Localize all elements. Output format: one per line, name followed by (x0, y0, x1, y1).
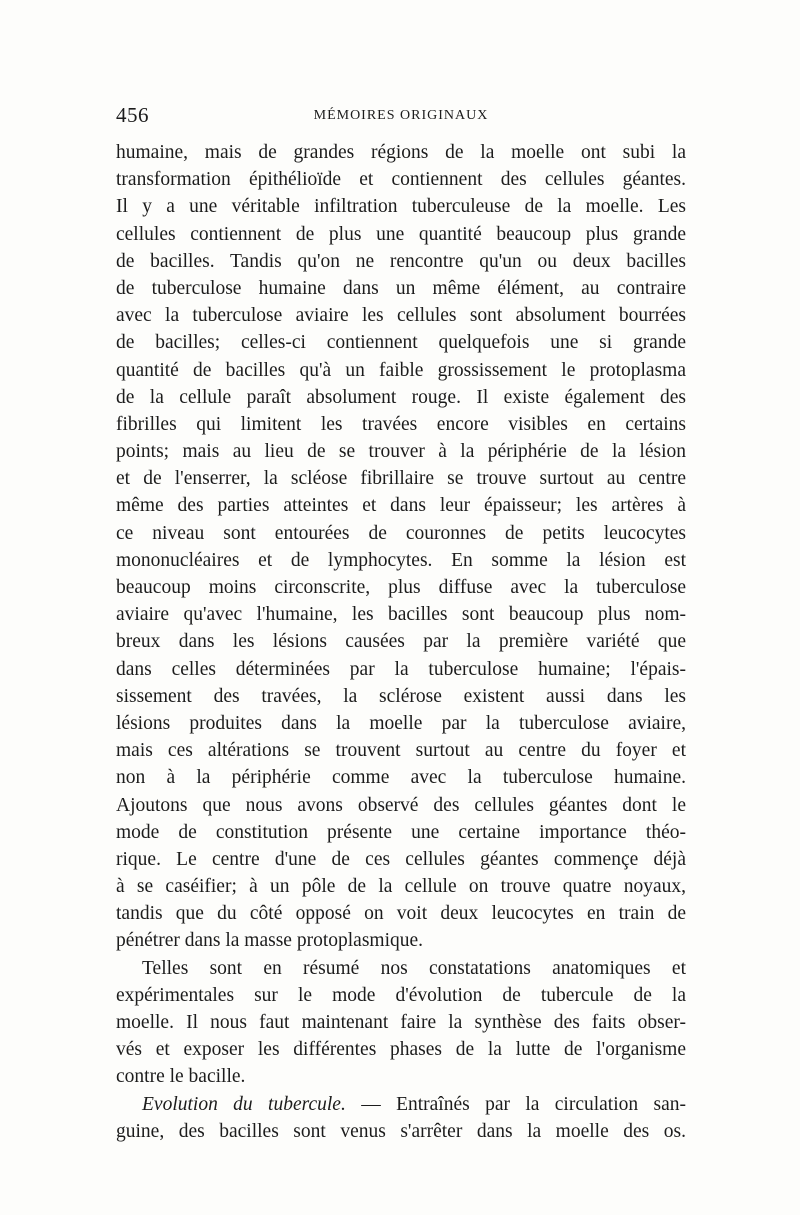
text-line: mais ces altérations se trouvent surtout au centre du foyer et (116, 740, 686, 762)
section-heading-italic: Evolution du tubercule. (142, 1093, 346, 1115)
text-line: Il y a une véritable infiltration tuberculeuse de la moelle. Les (116, 196, 686, 218)
text-line: cellules contiennent de plus une quantité beaucoup plus grande (116, 223, 686, 245)
text-line: pénétrer dans la masse protoplasmique. (116, 930, 424, 952)
text-line: non à la périphérie comme avec la tuberculose humaine. (116, 767, 686, 789)
text-line: et de l'enserrer, la scléose fibrillaire se trouve surtout au centre (116, 468, 686, 490)
text-line: ce niveau sont entourées de couronnes de petits leucocytes (116, 522, 686, 544)
text-line: avec la tuberculose aviaire les cellules sont absolument bourrées (116, 305, 686, 327)
text-line: de la cellule paraît absolument rouge. Il existe également des (116, 386, 686, 408)
text-line: rique. Le centre d'une de ces cellules géantes commençe déjà (116, 848, 686, 870)
text-line: moelle. Il nous faut maintenant faire la synthèse des faits obser- (116, 1012, 686, 1033)
section-lead-line (116, 1091, 686, 1118)
text-line: aviaire qu'avec l'humaine, les bacilles sont beaucoup plus nom- (116, 604, 686, 626)
text-line: transformation épithélioïde et contiennent des cellules géantes. (116, 169, 686, 191)
text-line: de bacilles; celles-ci contiennent quelquefois une si grande (116, 332, 686, 354)
text-line: guine, des bacilles sont venus s'arrêter dans la moelle des os. (116, 1120, 686, 1142)
text-line: tandis que du côté opposé on voit deux leucocytes en train de (116, 903, 686, 925)
text-line: fibrilles qui limitent les travées encore visibles en certains (116, 413, 686, 435)
text-line: breux dans les lésions causées par la première variété que (116, 631, 686, 653)
text-line: sissement des travées, la sclérose existent aussi dans les (116, 685, 686, 707)
text-line: vés et exposer les différentes phases de la lutte de l'organisme (116, 1039, 686, 1061)
text-line: quantité de bacilles qu'à un faible grossissement le protoplasma (116, 359, 686, 381)
text-line: lésions produites dans la moelle par la tuberculose aviaire, (116, 712, 686, 734)
text-line: de bacilles. Tandis qu'on ne rencontre qu'un ou deux bacilles (116, 250, 686, 272)
text-line: mononucléaires et de lymphocytes. En somme la lésion est (116, 549, 686, 571)
text-line: dans celles déterminées par la tuberculose humaine; l'épais- (116, 658, 686, 680)
text-line: mode de constitution présente une certaine importance théo- (116, 821, 686, 843)
running-header (116, 103, 686, 129)
text-line: même des parties atteintes et dans leur épaisseur; les artères à (116, 495, 686, 517)
text-line: points; mais au lieu de se trouver à la périphérie de la lésion (116, 441, 686, 463)
text-line: humaine, mais de grandes régions de la moelle ont subi la (116, 142, 686, 163)
text-line: beaucoup moins circonscrite, plus diffuse avec la tuberculose (116, 577, 686, 598)
page-number: 456 (116, 103, 149, 127)
section-lead-rest: — Entraînés par la circulation san- (345, 1093, 686, 1115)
text-line: Ajoutons que nous avons observé des cellules géantes dont le (116, 794, 686, 816)
text-line: à se caséifier; à un pôle de la cellule on trouve quatre noyaux, (116, 876, 686, 898)
text-line: contre le bacille. (116, 1066, 246, 1088)
body-text (116, 139, 686, 1145)
text-line: expérimentales sur le mode d'évolution de tubercule de la (116, 984, 686, 1006)
running-title: MÉMOIRES ORIGINAUX (313, 108, 489, 123)
text-line: de tuberculose humaine dans un même élément, au contraire (116, 277, 686, 299)
text-line: Telles sont en résumé nos constatations anatomiques et (142, 957, 686, 979)
